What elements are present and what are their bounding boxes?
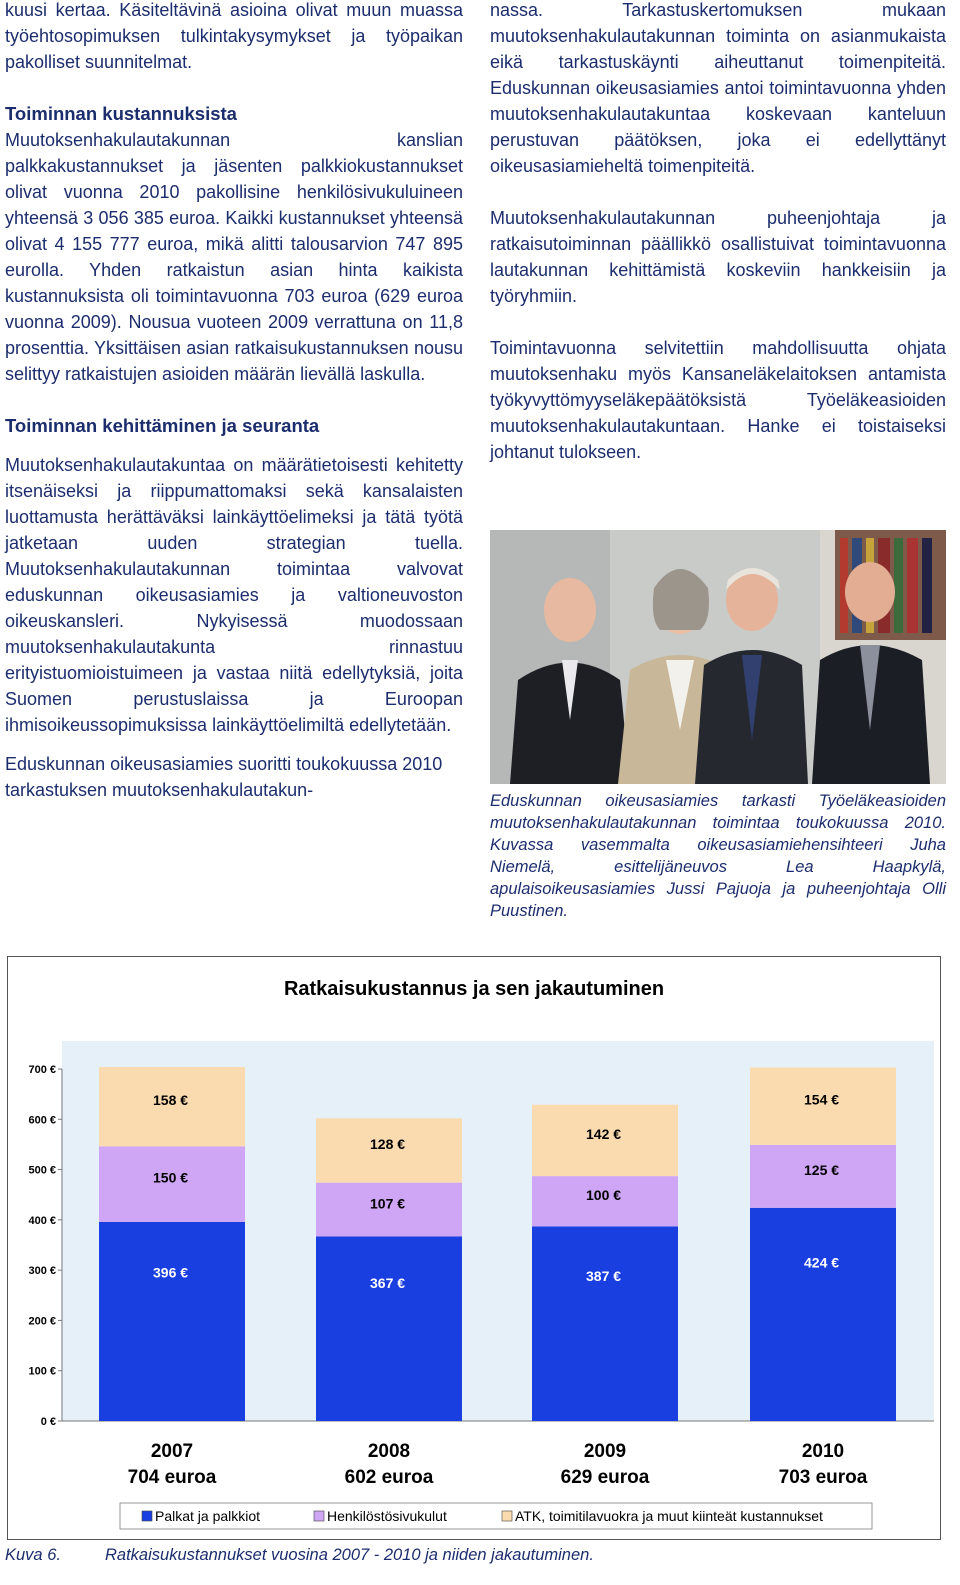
y-tick-label: 700 € [28, 1064, 56, 1076]
intro-paragraph: kuusi kertaa. Käsiteltävinä asioina olivat muun muassa työehtosopimuksen tulkintakysymykset ja työpaikan pakolliset suunnitelmat. [5, 0, 463, 72]
data-label: 107 € [370, 1195, 406, 1212]
left-column [5, 0, 463, 803]
y-ticks [28, 1064, 62, 1428]
figure-label: Kuva 6. [5, 1546, 61, 1564]
y-tick-label: 500 € [28, 1164, 56, 1177]
group-photo [490, 530, 946, 784]
category-label: 2010 [801, 1441, 845, 1462]
category-label: 2008 [367, 1441, 411, 1462]
data-label: 142 € [586, 1125, 622, 1142]
data-label: 387 € [586, 1267, 622, 1284]
data-label: 128 € [370, 1136, 406, 1153]
data-label: 367 € [370, 1275, 406, 1292]
photo-caption: Eduskunnan oikeusasiamies tarkasti Työeläkeasioiden muutoksenhakulautakunnan toimintaa toukokuussa 2010. Kuvassa vasemmalta oikeusasiamiehensihteeri Juha Niemelä, esittelijäneuvos Lea Haapkylä, apulaisoikeusasiamies Jussi Pajuoja ja puheenjohtaja Olli Puustinen. [490, 792, 946, 920]
cost-chart [8, 957, 940, 1539]
y-tick-label: 200 € [28, 1315, 56, 1328]
figure-text: Ratkaisukustannukset vuosina 2007 - 2010 ja niiden jakautuminen. [105, 1546, 594, 1564]
cost-chart-frame [7, 956, 941, 1540]
category-total-label: 704 euroa [127, 1467, 217, 1488]
development-heading: Toiminnan kehittäminen ja seuranta [5, 415, 320, 436]
legend-swatch [314, 1511, 324, 1521]
category-total-label: 602 euroa [344, 1467, 434, 1488]
group-photo-image [490, 530, 946, 784]
legend-swatch [502, 1511, 512, 1521]
inspection-result-paragraph: nassa. Tarkastuskertomuksen mukaan muutoksenhakulautakunnan toiminta on asianmukaista eikä tarkastuskäynti aiheuttanut toimenpiteitä. Eduskunnan oikeusasiamies antoi toimintavuonna yhden muutoksenhakulautakuntaa koskevaan kanteluun perustuvan päätöksen, joka ei edellyttänyt oikeusasiamieheltä toimenpiteitä. [490, 0, 946, 176]
costs-heading: Toiminnan kustannuksista [5, 103, 237, 124]
data-label: 125 € [804, 1162, 840, 1179]
legend-label: ATK, toimitilavuokra ja muut kiinteät kustannukset [515, 1508, 823, 1524]
bar-segment [99, 1222, 245, 1421]
data-label: 100 € [586, 1187, 622, 1204]
costs-paragraph: Muutoksenhakulautakunnan kanslian palkkakustannukset ja jäsenten palkkiokustannukset olivat vuonna 2010 pakollisine henkilösivukuluineen yhteensä 3 056 385 euroa. Kaikki kustannukset yhteensä olivat 4 155 777 euroa, mikä alitti talousarvion 747 895 eurolla. Yhden ratkaistun asian hinta kaikista kustannuksista oli toimintavuonna 703 euroa (629 euroa vuonna 2009). Nousua vuoteen 2009 verrattuna on 11,8 prosenttia. Yksittäisen asian ratkaisukustannuksen nousu selittyy ratkaistujen asioiden määrän lievällä laskulla. [5, 130, 463, 384]
y-tick-label: 400 € [28, 1214, 56, 1227]
data-label: 396 € [153, 1264, 189, 1281]
x-labels [128, 1441, 868, 1488]
category-label: 2009 [583, 1441, 627, 1462]
bar-segment [750, 1208, 896, 1421]
bar-segment [316, 1236, 462, 1421]
y-tick-label: 0 € [40, 1416, 56, 1428]
y-tick-label: 100 € [28, 1365, 56, 1378]
participation-paragraph: Muutoksenhakulautakunnan puheenjohtaja ja ratkaisutoiminnan päällikkö osallistuivat toimintavuonna lautakunnan kehittämistä koskeviin hankkeisiin ja työryhmiin. [490, 208, 946, 306]
bar-segment [532, 1226, 678, 1421]
chart-title: Ratkaisukustannus ja sen jakautuminen [283, 978, 665, 1000]
right-column [490, 0, 946, 465]
legend [120, 1503, 872, 1529]
development-paragraph: Muutoksenhakulautakuntaa on määrätietoisesti kehitetty itsenäiseksi ja riippumattomaksi sekä kansalaisten luottamusta herättäväksi lainkäyttöelimeksi ja tätä työtä jatketaan uuden strategian tuella. Muutoksenhakulautakunnan toimintaa valvovat eduskunnan oikeusasiamies ja valtioneuvoston oikeuskansleri. Nykyisessä muodossaan muutoksenhakulautakunta rinnastuu erityistuomioistuimeen ja vastaa niitä edellytyksiä, joita Suomen perustuslaissa ja Euroopan ihmisoikeussopimuksissa lainkäyttöelimiltä edellytetään. [5, 455, 463, 735]
y-tick-label: 600 € [28, 1114, 56, 1127]
appeal-paragraph: Toimintavuonna selvitettiin mahdollisuutta ohjata muutoksenhaku myös Kansaneläkelaitoksen antamista työkyvyttömyyseläkepäätöksistä Työeläkeasioiden muutoksenhakulautakuntaan. Hanke ei toistaiseksi johtanut tulokseen. [490, 338, 946, 462]
data-label: 154 € [804, 1091, 840, 1108]
legend-label: Henkilöstösivukulut [327, 1508, 447, 1524]
data-label: 424 € [804, 1254, 840, 1271]
category-total-label: 703 euroa [778, 1467, 868, 1488]
figure-caption [5, 1546, 945, 1565]
data-label: 158 € [153, 1092, 189, 1109]
legend-label: Palkat ja palkkiot [155, 1508, 261, 1524]
category-total-label: 629 euroa [560, 1467, 650, 1488]
legend-swatch [142, 1511, 152, 1521]
data-label: 150 € [153, 1169, 189, 1186]
inspection-paragraph: Eduskunnan oikeusasiamies suoritti toukokuussa 2010 tarkastuksen muutoksenhakulautakun- [5, 754, 443, 800]
y-tick-label: 300 € [28, 1265, 56, 1278]
category-label: 2007 [150, 1441, 194, 1462]
